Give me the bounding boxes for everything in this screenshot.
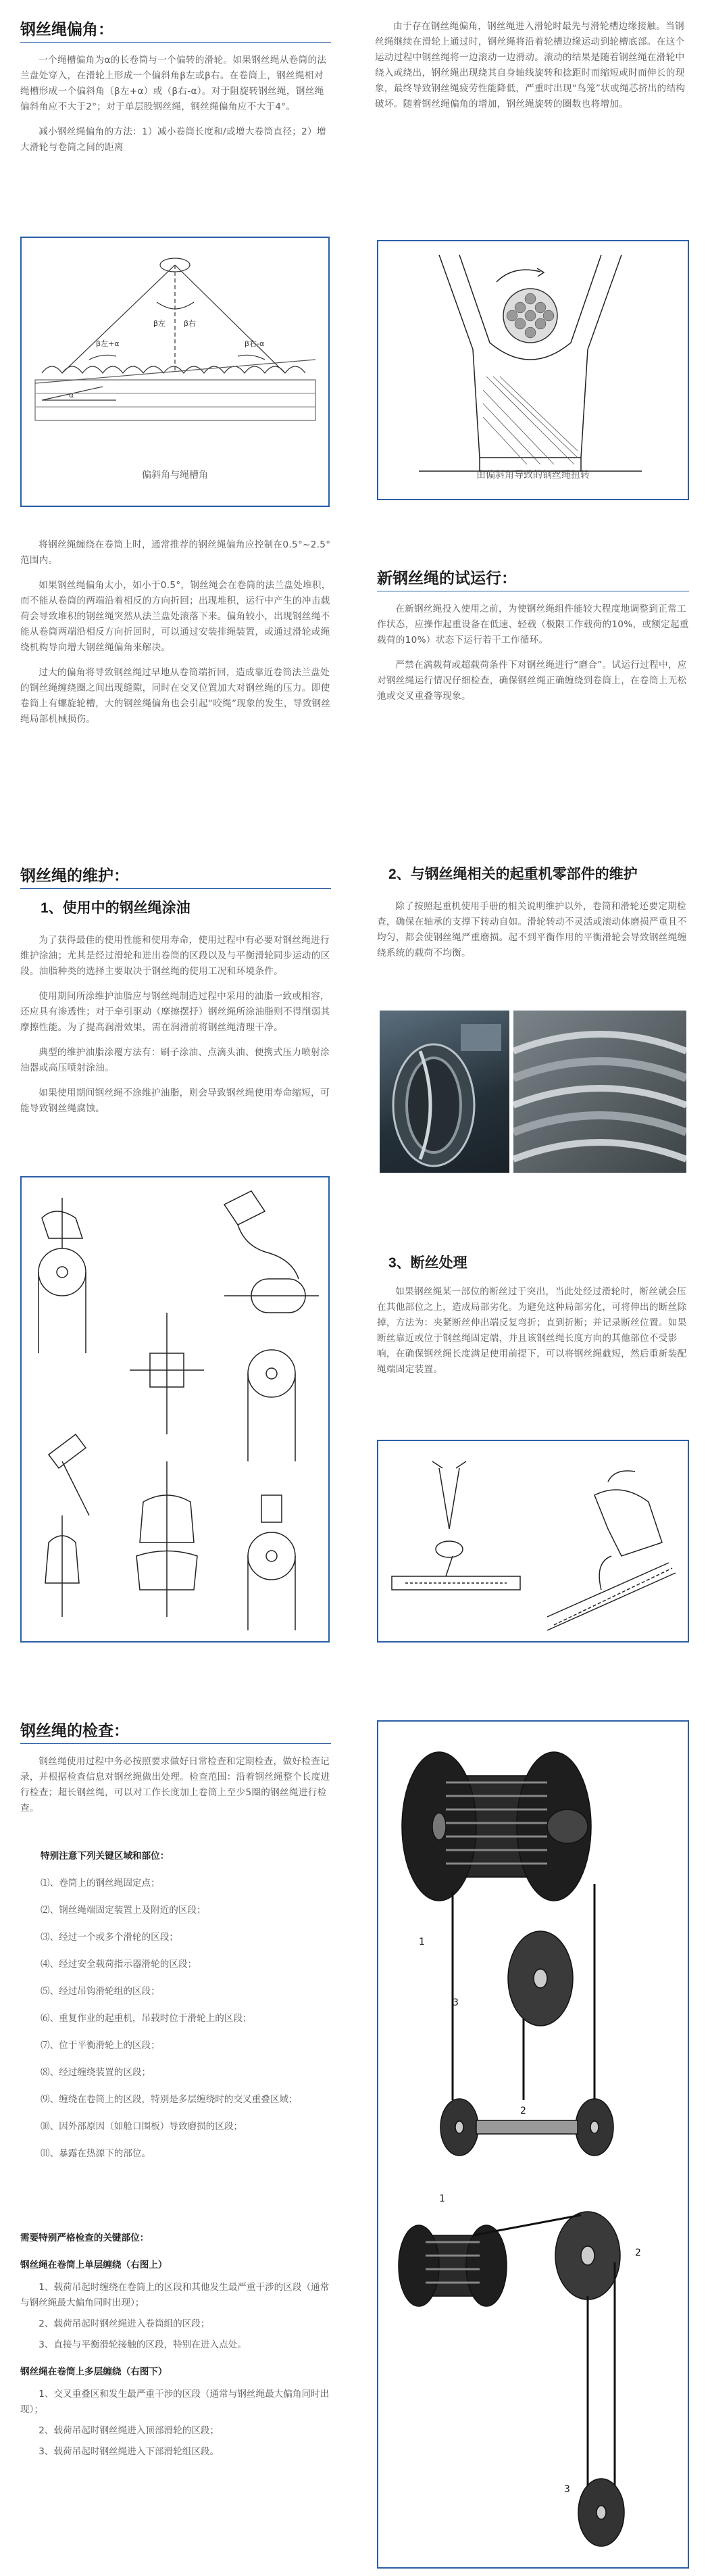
figure-caption: 由偏斜角导致的钢丝绳扭转 [476, 470, 590, 481]
sheave-photos [380, 1011, 686, 1173]
lubrication-text [20, 933, 331, 1126]
paragraph: 将钢丝绳缠绕在卷筒上时，通常推荐的钢丝绳偏角应控制在0.5°~2.5°范围内。 [20, 539, 331, 566]
sheave-photo-2 [513, 1011, 686, 1173]
section-title-trial-run: 新钢丝绳的试运行： [377, 568, 689, 591]
list-item: 3、载荷吊起时钢丝绳进入下部滑轮组区段。 [39, 2446, 220, 2457]
list-item: ⑴、卷筒上的钢丝绳固定点； [41, 1878, 160, 1889]
label-beta-left: β左 [153, 319, 166, 328]
paragraph: 除了按照起重机使用手册的相关说明维护以外，卷筒和滑轮还要定期检查，确保在轴承的支撑下转动自如。滑轮转动不灵活或滚动体磨损严重且不均匀，都会使钢丝绳严重磨损。起不到平衡作用的平衡滑轮会导致钢丝绳缠绕系统的载荷不均衡。 [377, 901, 687, 958]
rope-twist-figure [377, 240, 689, 500]
label-beta-right-alpha: β右-α [245, 339, 265, 348]
section-title-inspection: 钢丝绳的检查： [20, 1720, 331, 1744]
list-item: ⑶、经过一个或多个滑轮的区段； [41, 1932, 178, 1943]
paragraph: 由于存在钢丝绳偏角，钢丝绳进入滑轮时最先与滑轮槽边缘接触。当钢丝绳继续在滑轮上通过时，钢丝绳将沿着轮槽边缘运动到轮槽底部。在这个运动过程中钢丝绳将一边滚动一边滑动。滚动的结果是随着钢丝绳在滑轮中绕入或绕出，钢丝绳出现绕其自身轴线旋转和捻距时而缩短或时而伸长的现象，最终导致钢丝绳疲劳性能降低，严重时出现“鸟笼”状或绳芯挤出的结构破坏。随着钢丝绳偏角的增加，钢丝绳旋转的圈数也将增加。 [375, 21, 686, 110]
sheave-cross-section [378, 241, 688, 499]
list-item: 2、载荷吊起时钢丝绳进入卷筒组的区段； [39, 2318, 210, 2329]
list-item: ⑻、经过缠绕装置的区段； [41, 2067, 151, 2078]
attention-list [41, 1849, 331, 2173]
deflection-figure [20, 237, 330, 507]
attention-list-title: 特别注意下列关键区域和部位： [41, 1851, 170, 1862]
inspection-text [20, 1754, 331, 1826]
label-3-top: 3 [453, 1997, 459, 2008]
label-2-bottom: 2 [635, 2247, 641, 2258]
list-item: 1、载荷吊起时缠绕在卷筒上的区段和其他发生最严重干涉的区段（通常与钢丝绳最大偏角同时出现）； [20, 2282, 330, 2308]
section-title-broken-wire: 3、断丝处理 [388, 1255, 467, 1271]
subtitle-lubrication: 1、使用中的钢丝绳涂油 [41, 900, 191, 916]
trial-run-text [377, 602, 689, 714]
paragraph: 如果钢丝绳偏角太小，如小于0.5°，钢丝绳会在卷筒的法兰盘处堆积，而不能从卷筒的两端沿着相反的方向折回；出现堆积，运行中产生的冲击载荷会导致堆积的钢丝绳突然从法兰盘处滚落下来。偏角较小，出现钢丝绳不能从卷筒两端沿相反方向折回时，可以通过安装排绳装置，或通过滑轮或绳绕机构导向增大钢丝绳偏角来解决。 [20, 580, 331, 653]
broken-wire-text [377, 1284, 689, 1387]
list-item: ⑷、经过安全载荷指示器滑轮的区段； [41, 1959, 197, 1970]
worn-sheave-image [380, 1011, 509, 1173]
paragraph: 如果钢丝绳某一部位的断丝过于突出，当此处经过滑轮时，断丝就会压在其他部位之上，造成局部劣化。为避免这种局部劣化，可将伸出的断丝除掉，方法为：夹紧断丝伸出端反复弯折；直到折断；并记录断丝位置。如果断丝靠近或位于钢丝绳固定端，并且该钢丝绳长度方向的其他部位不受影响，在确保钢丝绳长度满足使用前提下，可以将钢丝绳截短，然后重新装配绳端固定装置。 [377, 1286, 687, 1375]
paragraph: 钢丝绳使用过程中务必按照要求做好日常检查和定期检查，做好检查记录，并根据检查信息对钢丝绳做出处理。检查范围：沿着钢丝绳整个长度进行检查；超长钢丝绳，可以对工作长度加上卷筒上至少5圈的钢丝绳进行检查。 [20, 1756, 330, 1814]
paragraph: 减小钢丝绳偏角的方法：1）减小卷筒长度和/或增大卷筒直径；2）增大滑轮与卷筒之间的距离 [20, 126, 326, 153]
paragraph: 使用期间所涂维护油脂应与钢丝绳制造过程中采用的油脂一致或相容，还应具有渗透性；对于牵引驱动（摩擦摆抒）钢丝绳所涂油脂则不得削弱其摩擦性能。为了提高润滑效果，需在润滑前将钢丝绳清理干净。 [20, 991, 330, 1033]
list-item: ⑵、钢丝绳端固定装置上及附近的区段； [41, 1905, 206, 1916]
broken-wire-figure [377, 1440, 689, 1643]
label-3-bottom: 3 [564, 2484, 570, 2495]
list-item: ⑺、位于平衡滑轮上的区段； [41, 2040, 160, 2051]
label-beta-left-alpha: β左+α [96, 339, 120, 348]
label-1-top: 1 [419, 1937, 425, 1947]
paragraph: 在新钢丝绳投入使用之前，为使钢丝绳组件能较大程度地调整到正常工作状态，应操作起重设备在低速、轻载（极限工作载荷的10%，或额定起重载荷的10%）状态下运行若干工作循环。 [377, 604, 689, 646]
sheave-photo-1 [380, 1011, 509, 1173]
list-item: 3、直接与平衡滑轮接触的区段，特别在进入点处。 [39, 2339, 247, 2350]
worn-groove-image [513, 1011, 686, 1173]
paragraph: 一个绳槽偏角为α的长卷筒与一个偏转的滑轮。如果钢丝绳从卷筒的法兰盘处穿入，在滑轮上形成一个偏斜角β左或β右。在卷筒上，钢丝绳相对绳槽形成一个偏斜角（β左+α）或（β右-α）。对于阻旋转钢丝绳，钢丝绳偏斜角应不大于2°；对于单层股钢丝绳，钢丝绳偏角应不大于4°。 [20, 55, 327, 112]
rope-reeving-diagram [378, 1722, 688, 2567]
lubrication-illustrations [22, 1177, 328, 1641]
broken-wire-illustration [378, 1441, 688, 1641]
deflection-text-cont [20, 537, 331, 737]
deflection-text-right [375, 19, 692, 122]
lubrication-methods-figure [20, 1176, 330, 1643]
list-item: 1、交叉重叠区和发生最严重干涉的区段（通常与钢丝绳最大偏角同时出现）； [20, 2389, 330, 2415]
key-inspection-list [20, 2231, 331, 2471]
section-title-crane-components: 2、与钢丝绳相关的起重机零部件的维护 [388, 867, 638, 882]
deflection-angle-diagram [22, 238, 328, 506]
paragraph: 为了获得最佳的使用性能和使用寿命，使用过程中有必要对钢丝绳进行维护涂油；尤其是经过滑轮和进出卷筒的区段以及与平衡滑轮同步运动的区段。油脂种类的选择主要取决于钢丝绳的使用工况和环境条件。 [20, 935, 330, 977]
list-item: ⑽、因外部原因（如舱口围板）导致磨损的区段； [41, 2121, 243, 2132]
crane-components-text [377, 899, 689, 971]
section-title-deflection: 钢丝绳偏角： [20, 19, 331, 43]
list-item: ⑼、缠绕在卷筒上的区段，特别是多层缠绕时的交叉重叠区域； [41, 2094, 298, 2105]
list-item: 2、载荷吊起时钢丝绳进入顶部滑轮的区段； [39, 2425, 220, 2436]
key-inspection-title: 需要特别严格检查的关键部位： [20, 2233, 149, 2243]
paragraph: 严禁在满载荷或超载荷条件下对钢丝绳进行“磨合”。试运行过程中，应对钢丝绳运行情况仔细检查，确保钢丝绳正确缠绕到卷筒上，在卷筒上无松弛或交叉重叠等现象。 [377, 660, 687, 702]
deflection-text [20, 53, 331, 165]
list-item: ⑹、重复作业的起重机，吊载时位于滑轮上的区段； [41, 2013, 252, 2024]
label-beta-right: β右 [184, 319, 197, 328]
paragraph: 典型的维护油脂涂覆方法有：刷子涂油、点滴头油、便携式压力喷射涂油器或高压喷射涂油。 [20, 1047, 330, 1073]
single-layer-title: 钢丝绳在卷筒上单层缠绕（右图上） [20, 2260, 168, 2270]
label-alpha: α [69, 391, 74, 399]
label-1-bottom: 1 [439, 2193, 445, 2204]
label-2-top: 2 [520, 2106, 526, 2116]
list-item: ⑾、暴露在热源下的部位。 [41, 2148, 151, 2159]
list-item: ⑸、经过吊钩滑轮组的区段； [41, 1986, 160, 1997]
section-title-maintenance: 钢丝绳的维护： [20, 865, 331, 889]
paragraph: 过大的偏角将导致钢丝绳过早地从卷筒端折回，造成靠近卷筒法兰盘处的钢丝绳缠绕圈之间出现缝隙，同时在交叉位置加大对钢丝绳的压力。即使卷筒上有螺旋轮槽，大的钢丝绳偏角也会引起“咬绳”现象的发生，导致钢丝绳局部机械损伤。 [20, 667, 331, 725]
paragraph: 如果使用期间钢丝绳不涂维护油脂，则会导致钢丝绳使用寿命缩短，可能导致钢丝绳腐蚀。 [20, 1088, 330, 1114]
figure-caption: 偏斜角与绳槽角 [142, 470, 208, 481]
multi-layer-title: 钢丝绳在卷筒上多层缠绕（右图下） [20, 2366, 168, 2377]
inspection-diagram-frame [377, 1720, 689, 2569]
